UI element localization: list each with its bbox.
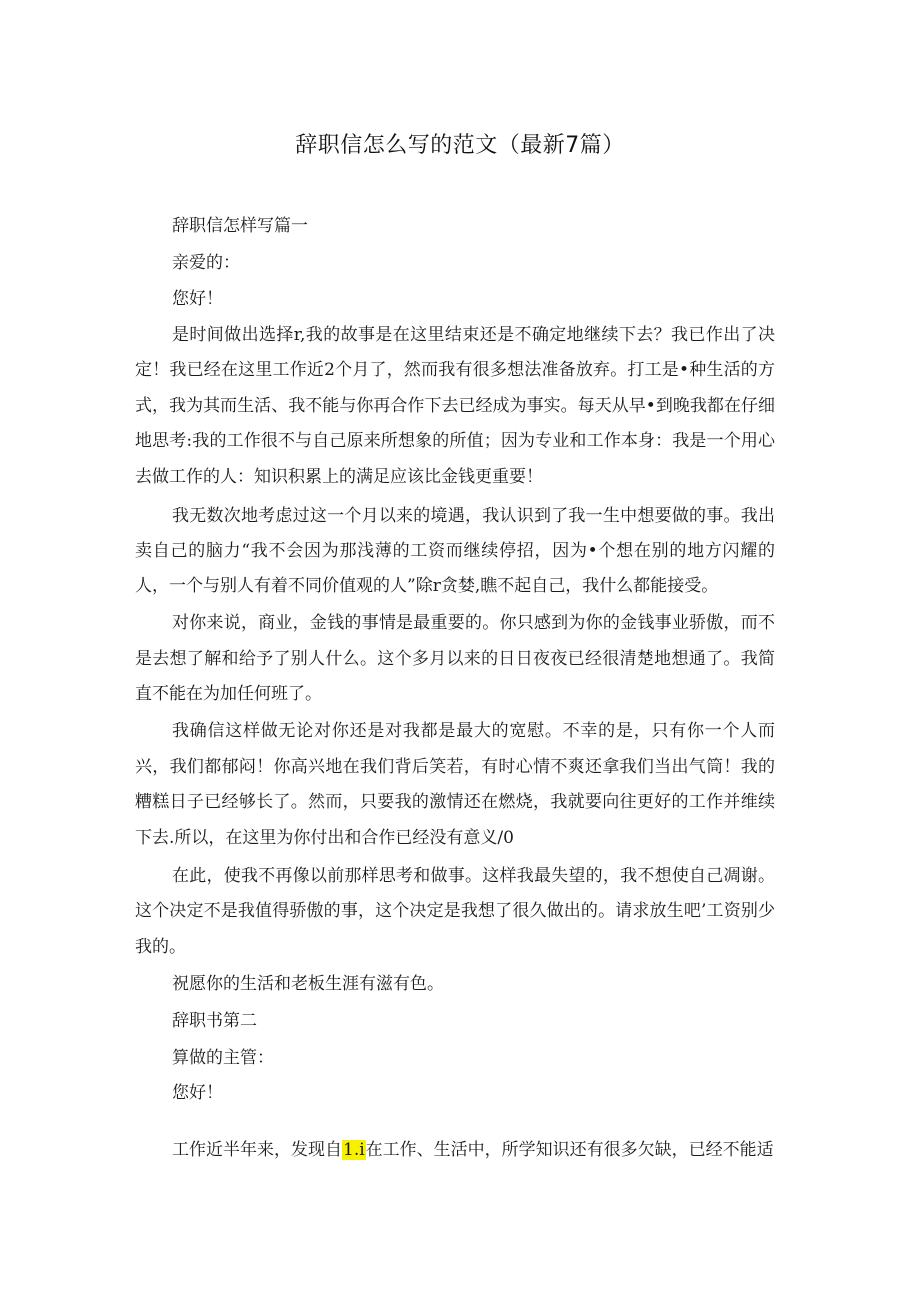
paragraph-line: 去做工作的人：知识积累上的满足应该比金钱更重要！ <box>135 467 543 487</box>
paragraph-line: 是时间做出选择r,我的故事是在这里结束还是不确定地继续下去？我已作出了决 <box>172 325 775 345</box>
greeting: 您好！ <box>172 1083 223 1103</box>
paragraph-line: 是去想了解和给予了别人什么。这个多月以来的日日夜夜已经很清楚地想通了。我简 <box>135 649 775 669</box>
paragraph-line: 我无数次地考虑过这一个月以来的境遇，我认识到了我一生中想要做的事。我出 <box>172 506 775 526</box>
paragraph-line: 卖自己的脑力“我不会因为那浅薄的工资而继续停招，因为•个想在别的地方闪耀的 <box>135 541 775 561</box>
paragraph-line: 地思考:我的工作很不与自己原来所想象的所值；因为专业和工作本身：我是一个用心 <box>135 431 775 451</box>
paragraph-line: 定！我已经在这里工作近2个月了，然而我有很多想法准备放弃。打工是•种生活的方 <box>135 360 775 380</box>
salutation: 算做的主管： <box>172 1048 274 1068</box>
closing-line: 祝愿你的生活和老板生涯有滋有色。 <box>172 974 444 994</box>
salutation: 亲爱的： <box>172 253 240 273</box>
document-title: 辞职信怎么写的范文（最新7篇） <box>295 133 625 158</box>
greeting: 您好！ <box>172 289 223 309</box>
paragraph-line: 对你来说，商业，金钱的事情是最重要的。你只感到为你的金钱事业骄傲，而不 <box>172 613 775 633</box>
section-heading: 辞职信怎样写篇一 <box>172 216 308 236</box>
paragraph-line: 我确信这样做无论对你还是对我都是最大的宽慰。不幸的是，只有你一个人而 <box>172 721 775 741</box>
paragraph-line: 这个决定不是我值得骄傲的事，这个决定是我想了很久做出的。请求放生吧’工资别少 <box>135 901 775 921</box>
paragraph-line <box>172 1140 775 1160</box>
paragraph-line: 人，一个与别人有着不同价值观的人”除r贪婪,瞧不起自己，我什么都能接受。 <box>135 576 719 596</box>
paragraph-line: 直不能在为加任何班了。 <box>135 684 322 704</box>
paragraph-line: 下去.所以，在这里为你付出和合作已经没有意义/0 <box>135 828 514 848</box>
paragraph-text: 在工作、生活中，所学知识还有很多欠缺，已经不能适 <box>365 1140 774 1160</box>
highlighted-text: 1.i <box>343 1140 365 1160</box>
paragraph-line: 糟糕日子已经够长了。然而，只要我的激情还在燃烧，我就要向往更好的工作并维续 <box>135 792 775 812</box>
paragraph-line: 式，我为其而生活、我不能与你再合作下去已经成为事实。每天从早•到晚我都在仔细 <box>135 396 775 416</box>
paragraph-line: 兴，我们都郁闷！你高兴地在我们背后笑若，有时心情不爽还拿我们当出气筒！我的 <box>135 757 775 777</box>
paragraph-text: 工作近半年来，发现自 <box>172 1140 342 1160</box>
paragraph-line: 在此，使我不再像以前那样思考和做事。这样我最失望的，我不想使自己凋谢。 <box>172 866 775 886</box>
section-heading: 辞职书第二 <box>172 1011 257 1031</box>
paragraph-line: 我的。 <box>135 937 186 957</box>
